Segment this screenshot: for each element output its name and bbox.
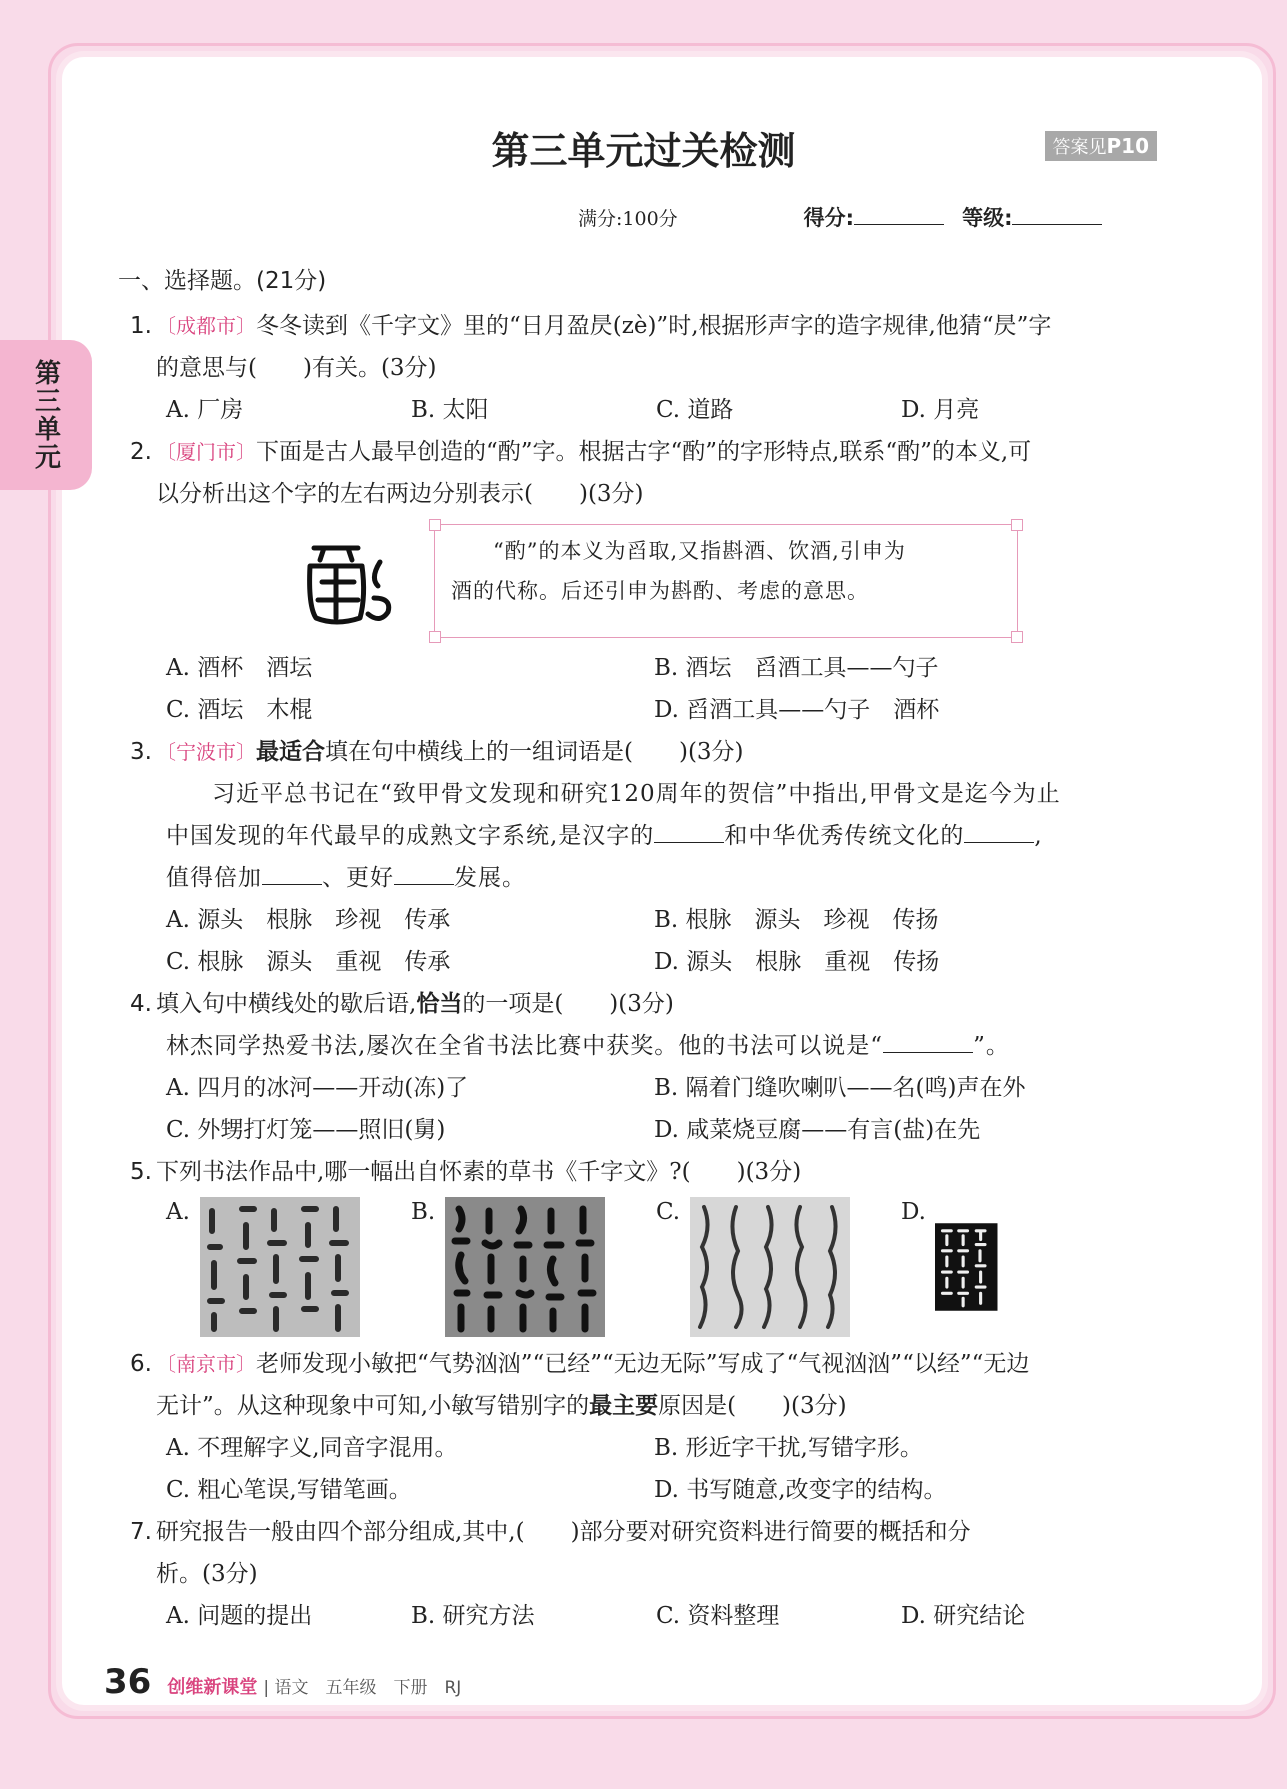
- question-3: [130, 731, 1158, 983]
- option-label: A.: [166, 1199, 190, 1225]
- grade-blank: [1012, 224, 1102, 225]
- book-meta: | 语文 五年级 下册 RJ: [263, 1678, 462, 1698]
- question-text: 的一项是( )(3分): [462, 991, 674, 1017]
- fill-blank[interactable]: [262, 884, 322, 885]
- question-number: 7.: [130, 1519, 152, 1545]
- options: [166, 1595, 1158, 1637]
- unit-side-tab: [0, 340, 92, 490]
- question-text: 填入句中横线处的歇后语,: [156, 991, 417, 1017]
- option-b: B. 根脉 源头 珍视 传扬: [654, 907, 939, 933]
- brand-name: 创维新课堂: [167, 1677, 258, 1698]
- image-option-b[interactable]: [411, 1197, 656, 1343]
- emphasis-text: 恰当: [416, 991, 463, 1017]
- question-number: 3.: [130, 739, 152, 765]
- fill-blank[interactable]: [394, 884, 454, 885]
- emphasis-text: 最适合: [256, 739, 325, 765]
- options: [166, 1427, 1158, 1511]
- question-text: 析。(3分): [156, 1561, 258, 1587]
- passage-line: [166, 815, 1158, 857]
- calligraphy-image-c: [690, 1197, 850, 1337]
- option-label: D.: [901, 1199, 926, 1225]
- answer-reference-page: P10: [1106, 134, 1149, 158]
- question-1: [130, 305, 1158, 431]
- option-a: A. 问题的提出: [166, 1603, 313, 1629]
- passage-text: ”。: [973, 1033, 1010, 1059]
- fill-blank[interactable]: [883, 1052, 973, 1053]
- passage-text: 和中华优秀传统文化的: [724, 823, 965, 849]
- question-5: [130, 1151, 1158, 1343]
- figure-row: [296, 521, 1158, 641]
- full-score: 满分:100分: [578, 208, 678, 230]
- section-heading: 一、选择题。(21分): [118, 268, 327, 294]
- option-a: A. 厂房: [166, 397, 244, 423]
- city-tag: 〔厦门市〕: [156, 440, 256, 464]
- options: [166, 1067, 1158, 1151]
- question-text: 的意思与( )有关。(3分): [156, 355, 437, 381]
- option-label: C.: [656, 1199, 681, 1225]
- option-a: A. 源头 根脉 珍视 传承: [166, 907, 451, 933]
- unit-side-tab-label: 第三单元: [30, 359, 61, 471]
- question-7: [130, 1511, 1158, 1637]
- question-text: 下面是古人最早创造的“酌”字。根据古字“酌”的字形特点,联系“酌”的本义,可: [256, 439, 1032, 465]
- score-line: [578, 202, 1158, 232]
- option-d: D. 咸菜烧豆腐——有言(盐)在先: [654, 1117, 981, 1143]
- question-text: 填在句中横线上的一组词语是( )(3分): [325, 739, 744, 765]
- question-text: 冬冬读到《千字文》里的“日月盈昃(zè)”时,根据形声字的造字规律,他猜“昃”字: [256, 313, 1052, 339]
- options: [166, 899, 1158, 983]
- calligraphy-image-a: [200, 1197, 360, 1337]
- page-footer: [104, 1662, 461, 1702]
- city-tag: 〔成都市〕: [156, 314, 256, 338]
- question-text: 无计”。从这种现象中可知,小敏写错别字的: [156, 1393, 590, 1419]
- passage-text: 发展。: [454, 865, 526, 891]
- answer-reference-text: 答案见: [1052, 137, 1107, 158]
- image-option-d[interactable]: [901, 1197, 1146, 1343]
- option-c: C. 资料整理: [656, 1603, 780, 1629]
- grade-label: 等级:: [962, 206, 1013, 230]
- question-text: 下列书法作品中,哪一幅出自怀素的草书《千字文》?( )(3分): [156, 1159, 802, 1185]
- option-c: C. 道路: [656, 397, 734, 423]
- option-b: B. 酒坛 舀酒工具——勺子: [654, 655, 939, 681]
- options: [166, 389, 1158, 431]
- option-a: A. 四月的冰河——开动(冻)了: [166, 1075, 469, 1101]
- page-title: 第三单元过关检测: [491, 129, 796, 173]
- box-corner: [429, 519, 441, 531]
- question-number: 5.: [130, 1159, 152, 1185]
- option-a: A. 酒杯 酒坛: [166, 655, 313, 681]
- option-c: C. 外甥打灯笼——照旧(舅): [166, 1117, 446, 1143]
- fill-blank[interactable]: [964, 842, 1034, 843]
- option-a: A. 不理解字义,同音字混用。: [166, 1435, 458, 1461]
- option-b: B. 太阳: [411, 397, 489, 423]
- box-corner: [1011, 631, 1023, 643]
- answer-reference-badge: [1045, 131, 1158, 161]
- question-text: 老师发现小敏把“气势汹汹”“已经”“无边无际”写成了“气视汹汹”“以经”“无边: [256, 1351, 1030, 1377]
- passage-line: 习近平总书记在“致甲骨文发现和研究120周年的贺信”中指出,甲骨文是迄今为止: [212, 781, 1061, 807]
- question-text: 原因是( )(3分): [658, 1393, 847, 1419]
- calligraphy-image-b: [445, 1197, 605, 1337]
- passage-line: [166, 857, 1158, 899]
- box-corner: [1011, 519, 1023, 531]
- option-b: B. 形近字干扰,写错字形。: [654, 1435, 923, 1461]
- question-text: 以分析出这个字的左右两边分别表示( )(3分): [156, 481, 644, 507]
- ancient-zhuo-glyph: [296, 526, 406, 636]
- option-d: D. 研究结论: [901, 1603, 1026, 1629]
- option-d: D. 舀酒工具——勺子 酒杯: [654, 697, 940, 723]
- question-content: [118, 262, 1158, 1637]
- city-tag: 〔南京市〕: [156, 1352, 256, 1376]
- emphasis-text: 最主要: [589, 1393, 659, 1419]
- definition-line-2: 酒的代称。后还引申为斟酌、考虑的意思。: [451, 579, 869, 603]
- calligraphy-options: [166, 1197, 1158, 1343]
- option-label: B.: [411, 1199, 436, 1225]
- passage-text: 林杰同学热爱书法,屡次在全省书法比赛中获奖。他的书法可以说是“: [166, 1033, 884, 1059]
- question-6: [130, 1343, 1158, 1511]
- passage-text: ,: [1034, 823, 1043, 849]
- question-number: 4.: [130, 991, 152, 1017]
- question-2: [130, 431, 1158, 731]
- options: [166, 647, 1158, 731]
- option-c: C. 根脉 源头 重视 传承: [166, 949, 451, 975]
- passage-text: 中国发现的年代最早的成熟文字系统,是汉字的: [166, 823, 655, 849]
- image-option-c[interactable]: [656, 1197, 901, 1343]
- city-tag: 〔宁波市〕: [156, 740, 256, 764]
- calligraphy-image-d: [935, 1197, 1035, 1337]
- passage-text: 、更好: [322, 865, 394, 891]
- score-label: 得分:: [803, 206, 855, 230]
- option-b: B. 研究方法: [411, 1603, 535, 1629]
- definition-box: [434, 524, 1018, 638]
- question-4: [130, 983, 1158, 1151]
- question-text: 研究报告一般由四个部分组成,其中,( )部分要对研究资料进行简要的概括和分: [156, 1519, 971, 1545]
- passage-line: [166, 1025, 1158, 1067]
- option-b: B. 隔着门缝吹喇叭——名(鸣)声在外: [654, 1075, 1026, 1101]
- score-blank: [854, 224, 944, 225]
- option-d: D. 月亮: [901, 397, 980, 423]
- page-number: 36: [104, 1662, 152, 1702]
- option-c: C. 酒坛 木棍: [166, 697, 313, 723]
- option-d: D. 源头 根脉 重视 传扬: [654, 949, 940, 975]
- passage-text: 值得倍加: [166, 865, 262, 891]
- option-c: C. 粗心笔误,写错笔画。: [166, 1477, 412, 1503]
- image-option-a[interactable]: [166, 1197, 411, 1343]
- definition-line-1: “酌”的本义为舀取,又指斟酒、饮酒,引申为: [493, 539, 906, 563]
- question-number: 2.: [130, 439, 152, 465]
- option-d: D. 书写随意,改变字的结构。: [654, 1477, 947, 1503]
- passage: [166, 773, 1158, 899]
- fill-blank[interactable]: [654, 842, 724, 843]
- question-number: 6.: [130, 1351, 152, 1377]
- question-number: 1.: [130, 313, 152, 339]
- box-corner: [429, 631, 441, 643]
